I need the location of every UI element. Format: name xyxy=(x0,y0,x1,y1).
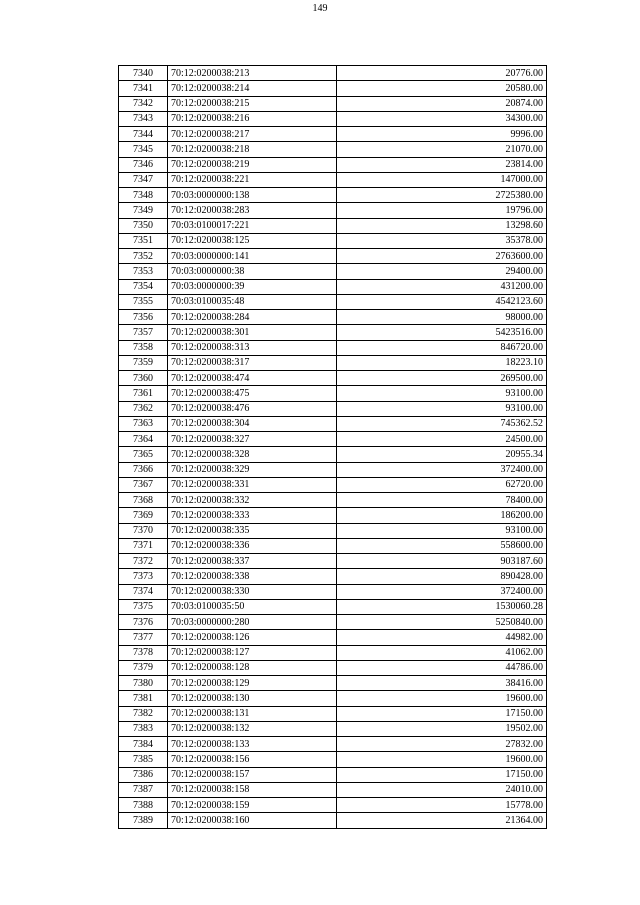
value-cell: 93100.00 xyxy=(337,401,547,416)
value-cell: 21364.00 xyxy=(337,813,547,828)
cadastral-number-cell: 70:12:0200038:133 xyxy=(168,737,337,752)
value-cell: 19600.00 xyxy=(337,691,547,706)
table-row xyxy=(119,447,547,462)
row-number-cell: 7340 xyxy=(119,66,168,81)
table-row xyxy=(119,127,547,142)
value-cell: 4542123.60 xyxy=(337,294,547,309)
cadastral-number-cell: 70:12:0200038:304 xyxy=(168,416,337,431)
cadastral-number-cell: 70:12:0200038:157 xyxy=(168,767,337,782)
row-number-cell: 7343 xyxy=(119,111,168,126)
value-cell: 20874.00 xyxy=(337,96,547,111)
cadastral-number-cell: 70:12:0200038:330 xyxy=(168,584,337,599)
value-cell: 15778.00 xyxy=(337,798,547,813)
row-number-cell: 7349 xyxy=(119,203,168,218)
row-number-cell: 7352 xyxy=(119,249,168,264)
table-row xyxy=(119,157,547,172)
cadastral-number-cell: 70:12:0200038:130 xyxy=(168,691,337,706)
value-cell: 147000.00 xyxy=(337,172,547,187)
value-cell: 23814.00 xyxy=(337,157,547,172)
table-row xyxy=(119,81,547,96)
table-row xyxy=(119,538,547,553)
value-cell: 17150.00 xyxy=(337,767,547,782)
cadastral-number-cell: 70:12:0200038:328 xyxy=(168,447,337,462)
table-row xyxy=(119,706,547,721)
value-cell: 38416.00 xyxy=(337,676,547,691)
cadastral-number-cell: 70:12:0200038:329 xyxy=(168,462,337,477)
cadastral-number-cell: 70:12:0200038:476 xyxy=(168,401,337,416)
cadastral-number-cell: 70:12:0200038:475 xyxy=(168,386,337,401)
value-cell: 41062.00 xyxy=(337,645,547,660)
row-number-cell: 7369 xyxy=(119,508,168,523)
value-cell: 372400.00 xyxy=(337,584,547,599)
value-cell: 20955.34 xyxy=(337,447,547,462)
table-row xyxy=(119,66,547,81)
cadastral-number-cell: 70:12:0200038:216 xyxy=(168,111,337,126)
cadastral-number-cell: 70:03:0000000:138 xyxy=(168,188,337,203)
row-number-cell: 7376 xyxy=(119,615,168,630)
row-number-cell: 7379 xyxy=(119,660,168,675)
value-cell: 890428.00 xyxy=(337,569,547,584)
table-row xyxy=(119,721,547,736)
registry-table-body xyxy=(119,66,547,829)
table-row xyxy=(119,233,547,248)
table-row xyxy=(119,401,547,416)
row-number-cell: 7344 xyxy=(119,127,168,142)
value-cell: 2725380.00 xyxy=(337,188,547,203)
table-row xyxy=(119,111,547,126)
cadastral-number-cell: 70:12:0200038:327 xyxy=(168,432,337,447)
row-number-cell: 7368 xyxy=(119,493,168,508)
value-cell: 13298.60 xyxy=(337,218,547,233)
value-cell: 93100.00 xyxy=(337,523,547,538)
value-cell: 17150.00 xyxy=(337,706,547,721)
table-row xyxy=(119,355,547,370)
cadastral-number-cell: 70:12:0200038:218 xyxy=(168,142,337,157)
row-number-cell: 7347 xyxy=(119,172,168,187)
table-row xyxy=(119,508,547,523)
row-number-cell: 7346 xyxy=(119,157,168,172)
value-cell: 846720.00 xyxy=(337,340,547,355)
row-number-cell: 7384 xyxy=(119,737,168,752)
row-number-cell: 7364 xyxy=(119,432,168,447)
row-number-cell: 7361 xyxy=(119,386,168,401)
table-row xyxy=(119,279,547,294)
row-number-cell: 7357 xyxy=(119,325,168,340)
row-number-cell: 7367 xyxy=(119,477,168,492)
row-number-cell: 7341 xyxy=(119,81,168,96)
cadastral-number-cell: 70:12:0200038:160 xyxy=(168,813,337,828)
row-number-cell: 7342 xyxy=(119,96,168,111)
value-cell: 269500.00 xyxy=(337,371,547,386)
cadastral-number-cell: 70:12:0200038:128 xyxy=(168,660,337,675)
table-row xyxy=(119,752,547,767)
table-row xyxy=(119,554,547,569)
table-row xyxy=(119,218,547,233)
cadastral-number-cell: 70:12:0200038:159 xyxy=(168,798,337,813)
table-row xyxy=(119,142,547,157)
table-row xyxy=(119,645,547,660)
cadastral-number-cell: 70:03:0100035:50 xyxy=(168,599,337,614)
cadastral-number-cell: 70:03:0000000:141 xyxy=(168,249,337,264)
cadastral-number-cell: 70:12:0200038:336 xyxy=(168,538,337,553)
value-cell: 98000.00 xyxy=(337,310,547,325)
value-cell: 1530060.28 xyxy=(337,599,547,614)
table-row xyxy=(119,676,547,691)
row-number-cell: 7365 xyxy=(119,447,168,462)
value-cell: 19600.00 xyxy=(337,752,547,767)
value-cell: 9996.00 xyxy=(337,127,547,142)
row-number-cell: 7363 xyxy=(119,416,168,431)
value-cell: 34300.00 xyxy=(337,111,547,126)
cadastral-number-cell: 70:12:0200038:313 xyxy=(168,340,337,355)
value-cell: 2763600.00 xyxy=(337,249,547,264)
value-cell: 20776.00 xyxy=(337,66,547,81)
value-cell: 21070.00 xyxy=(337,142,547,157)
cadastral-number-cell: 70:12:0200038:221 xyxy=(168,172,337,187)
table-row xyxy=(119,767,547,782)
row-number-cell: 7356 xyxy=(119,310,168,325)
cadastral-number-cell: 70:12:0200038:129 xyxy=(168,676,337,691)
row-number-cell: 7350 xyxy=(119,218,168,233)
row-number-cell: 7355 xyxy=(119,294,168,309)
table-row xyxy=(119,782,547,797)
table-row xyxy=(119,813,547,828)
value-cell: 62720.00 xyxy=(337,477,547,492)
table-row xyxy=(119,523,547,538)
cadastral-number-cell: 70:12:0200038:317 xyxy=(168,355,337,370)
table-row xyxy=(119,203,547,218)
value-cell: 186200.00 xyxy=(337,508,547,523)
cadastral-number-cell: 70:03:0100035:48 xyxy=(168,294,337,309)
table-row xyxy=(119,310,547,325)
cadastral-number-cell: 70:12:0200038:335 xyxy=(168,523,337,538)
value-cell: 431200.00 xyxy=(337,279,547,294)
table-row xyxy=(119,630,547,645)
table-row xyxy=(119,386,547,401)
cadastral-number-cell: 70:12:0200038:158 xyxy=(168,782,337,797)
cadastral-number-cell: 70:12:0200038:125 xyxy=(168,233,337,248)
table-row xyxy=(119,599,547,614)
row-number-cell: 7366 xyxy=(119,462,168,477)
value-cell: 558600.00 xyxy=(337,538,547,553)
row-number-cell: 7370 xyxy=(119,523,168,538)
value-cell: 903187.60 xyxy=(337,554,547,569)
table-row xyxy=(119,691,547,706)
cadastral-number-cell: 70:03:0100017:221 xyxy=(168,218,337,233)
row-number-cell: 7386 xyxy=(119,767,168,782)
row-number-cell: 7383 xyxy=(119,721,168,736)
cadastral-number-cell: 70:12:0200038:126 xyxy=(168,630,337,645)
table-row xyxy=(119,294,547,309)
row-number-cell: 7345 xyxy=(119,142,168,157)
cadastral-number-cell: 70:12:0200038:284 xyxy=(168,310,337,325)
table-row xyxy=(119,737,547,752)
row-number-cell: 7351 xyxy=(119,233,168,248)
cadastral-number-cell: 70:12:0200038:283 xyxy=(168,203,337,218)
cadastral-number-cell: 70:12:0200038:156 xyxy=(168,752,337,767)
value-cell: 29400.00 xyxy=(337,264,547,279)
value-cell: 745362.52 xyxy=(337,416,547,431)
row-number-cell: 7374 xyxy=(119,584,168,599)
cadastral-number-cell: 70:12:0200038:337 xyxy=(168,554,337,569)
row-number-cell: 7348 xyxy=(119,188,168,203)
cadastral-number-cell: 70:12:0200038:132 xyxy=(168,721,337,736)
cadastral-number-cell: 70:03:0000000:39 xyxy=(168,279,337,294)
table-row xyxy=(119,493,547,508)
value-cell: 24010.00 xyxy=(337,782,547,797)
cadastral-number-cell: 70:12:0200038:217 xyxy=(168,127,337,142)
cadastral-number-cell: 70:12:0200038:127 xyxy=(168,645,337,660)
row-number-cell: 7377 xyxy=(119,630,168,645)
table-row xyxy=(119,462,547,477)
value-cell: 18223.10 xyxy=(337,355,547,370)
row-number-cell: 7371 xyxy=(119,538,168,553)
cadastral-number-cell: 70:12:0200038:213 xyxy=(168,66,337,81)
registry-table xyxy=(118,65,547,829)
cadastral-number-cell: 70:12:0200038:215 xyxy=(168,96,337,111)
row-number-cell: 7354 xyxy=(119,279,168,294)
table-row xyxy=(119,371,547,386)
table-row xyxy=(119,325,547,340)
table-row xyxy=(119,340,547,355)
table-row xyxy=(119,660,547,675)
row-number-cell: 7353 xyxy=(119,264,168,279)
table-row xyxy=(119,96,547,111)
row-number-cell: 7380 xyxy=(119,676,168,691)
value-cell: 20580.00 xyxy=(337,81,547,96)
cadastral-number-cell: 70:12:0200038:333 xyxy=(168,508,337,523)
cadastral-number-cell: 70:12:0200038:338 xyxy=(168,569,337,584)
cadastral-number-cell: 70:12:0200038:131 xyxy=(168,706,337,721)
row-number-cell: 7360 xyxy=(119,371,168,386)
table-row xyxy=(119,477,547,492)
row-number-cell: 7385 xyxy=(119,752,168,767)
row-number-cell: 7359 xyxy=(119,355,168,370)
cadastral-number-cell: 70:03:0000000:280 xyxy=(168,615,337,630)
table-row xyxy=(119,584,547,599)
table-row xyxy=(119,188,547,203)
value-cell: 78400.00 xyxy=(337,493,547,508)
cadastral-number-cell: 70:12:0200038:474 xyxy=(168,371,337,386)
cadastral-number-cell: 70:12:0200038:301 xyxy=(168,325,337,340)
row-number-cell: 7387 xyxy=(119,782,168,797)
table-row xyxy=(119,569,547,584)
row-number-cell: 7382 xyxy=(119,706,168,721)
cadastral-number-cell: 70:03:0000000:38 xyxy=(168,264,337,279)
row-number-cell: 7388 xyxy=(119,798,168,813)
table-row xyxy=(119,432,547,447)
value-cell: 27832.00 xyxy=(337,737,547,752)
table-row xyxy=(119,172,547,187)
table-row xyxy=(119,249,547,264)
value-cell: 19502.00 xyxy=(337,721,547,736)
row-number-cell: 7375 xyxy=(119,599,168,614)
row-number-cell: 7389 xyxy=(119,813,168,828)
page-number: 149 xyxy=(312,3,328,14)
row-number-cell: 7358 xyxy=(119,340,168,355)
value-cell: 93100.00 xyxy=(337,386,547,401)
row-number-cell: 7372 xyxy=(119,554,168,569)
value-cell: 44786.00 xyxy=(337,660,547,675)
table-row xyxy=(119,798,547,813)
row-number-cell: 7362 xyxy=(119,401,168,416)
table-row xyxy=(119,416,547,431)
value-cell: 24500.00 xyxy=(337,432,547,447)
cadastral-number-cell: 70:12:0200038:331 xyxy=(168,477,337,492)
value-cell: 19796.00 xyxy=(337,203,547,218)
value-cell: 5250840.00 xyxy=(337,615,547,630)
value-cell: 5423516.00 xyxy=(337,325,547,340)
row-number-cell: 7381 xyxy=(119,691,168,706)
cadastral-number-cell: 70:12:0200038:219 xyxy=(168,157,337,172)
table-row xyxy=(119,615,547,630)
value-cell: 372400.00 xyxy=(337,462,547,477)
value-cell: 35378.00 xyxy=(337,233,547,248)
row-number-cell: 7378 xyxy=(119,645,168,660)
cadastral-number-cell: 70:12:0200038:332 xyxy=(168,493,337,508)
cadastral-number-cell: 70:12:0200038:214 xyxy=(168,81,337,96)
row-number-cell: 7373 xyxy=(119,569,168,584)
table-row xyxy=(119,264,547,279)
value-cell: 44982.00 xyxy=(337,630,547,645)
